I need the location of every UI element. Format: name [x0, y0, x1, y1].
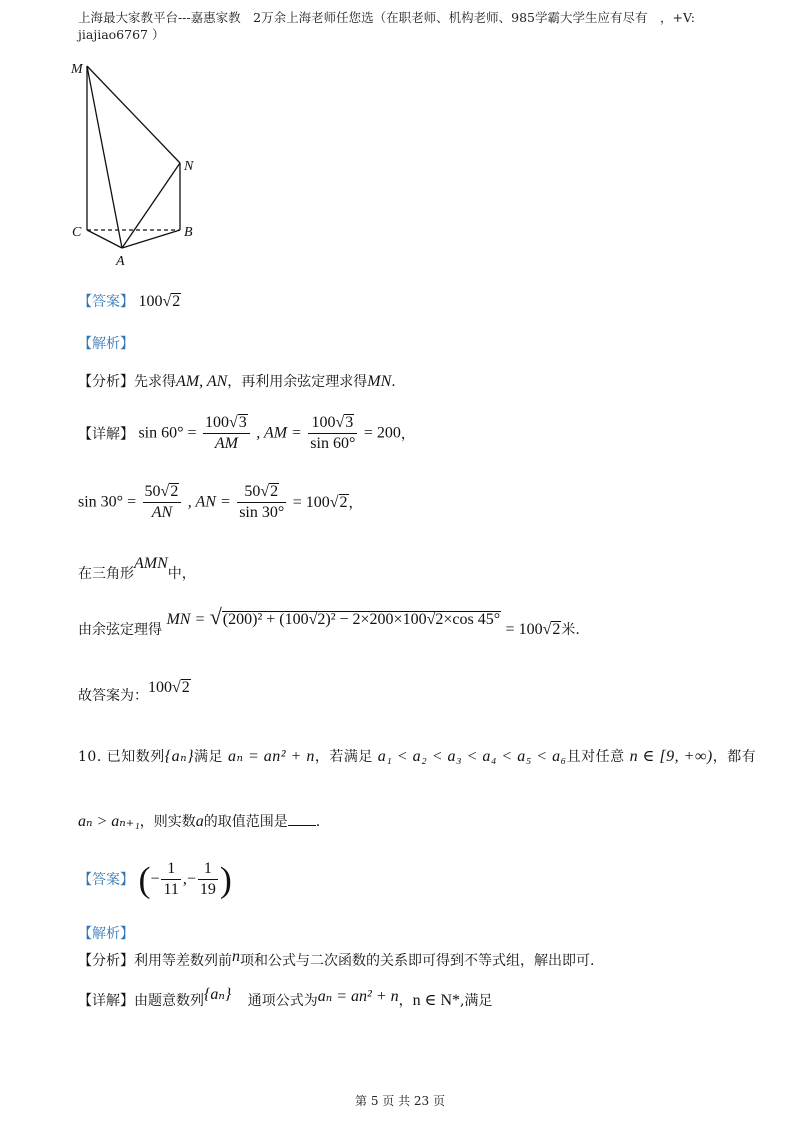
- fenxi-end: .: [391, 374, 396, 390]
- q10-answer-line: [78, 858, 232, 900]
- fenxi-text-2: ，再利用余弦定理求得: [227, 374, 368, 390]
- q10-xj-text-3: ，: [398, 993, 413, 1009]
- page-footer: 第 5 页 共 23 页: [355, 1094, 445, 1108]
- q9-answer-line: [78, 291, 181, 311]
- q10-answer-tag: 【答案】: [78, 872, 134, 888]
- edge-MA: [87, 66, 122, 248]
- q10-stem-line-2: [78, 811, 320, 831]
- eq1-fraction-1: $\frac{100√3}{AM}$: [203, 413, 250, 454]
- q10-fenxi-text: 利用等差数列前: [134, 953, 232, 969]
- eq2-fraction-1: $\frac{50√2}{AN}$: [143, 482, 182, 523]
- q10-fenxi-n: n: [232, 948, 240, 965]
- q10-fenxi-text-2: 项和公式与二次函数的关系即可得到不等式组，解出即可.: [240, 953, 595, 969]
- q9-equation-1: [78, 413, 415, 454]
- xiangjie-tag: 【详解】: [78, 426, 134, 443]
- fenxi-text: 先求得: [134, 374, 176, 390]
- q10-inequality: a₁ < a₂ < a₃ < a₄ < a₅ < a₆: [377, 748, 567, 765]
- q10-text: 已知数列: [106, 749, 165, 765]
- header-line-1: 上海最大家教平台---嘉惠家教 2万余上海老师任您选（在职老师、机构老师、985学霸大学生应有尽有 ，+V:: [78, 10, 695, 25]
- q10-line2-text-2: 的取值范围是: [203, 814, 288, 830]
- q10-range: n ∈ [9, +∞): [629, 748, 713, 765]
- q9-analysis-line: [78, 371, 396, 391]
- q10-xj-seq: {aₙ}: [204, 986, 232, 1003]
- q10-text-2: 满足: [194, 749, 223, 765]
- cos-lhs: MN =: [166, 611, 206, 628]
- q10-analysis-line: [78, 950, 594, 970]
- edge-CA: [87, 230, 122, 248]
- final-value: 100√2: [148, 679, 190, 696]
- header-line-2: jiajiao6767 ）: [78, 27, 165, 42]
- q9-final-line: [78, 677, 191, 704]
- eq2-end: ，: [348, 495, 363, 512]
- tri-math: AMN: [134, 555, 168, 572]
- q10-xiangjie-tag: 【详解】: [78, 993, 134, 1009]
- eq1-mid: , AM =: [256, 424, 302, 442]
- answer-tag: 【答案】: [78, 294, 134, 310]
- edge-MN: [87, 66, 180, 163]
- eq2-fraction-2: $\frac{50√2}{\sin 30^\circ}$: [239, 483, 285, 521]
- q10-jiexi-tag: 【解析】: [78, 926, 134, 942]
- q10-text-5: ，都有: [712, 749, 757, 765]
- q10-line2-var: a: [195, 813, 204, 830]
- edge-NA: [122, 163, 180, 248]
- cos-rhs: = 100√2: [505, 621, 561, 638]
- q10-fenxi-tag: 【分析】: [78, 953, 134, 969]
- q10-xj-text: 由题意数列: [134, 993, 204, 1009]
- eq2-rhs: = 100√2: [292, 493, 348, 511]
- q10-xj-formula: aₙ = an² + n: [317, 988, 399, 1005]
- jiexi-tag: 【解析】: [78, 336, 134, 352]
- q10-number: 10.: [78, 749, 102, 765]
- q9-equation-2: [78, 482, 363, 523]
- label-M: M: [71, 62, 83, 77]
- q10-detail-line: [78, 986, 493, 1010]
- q10-line2-text: ，则实数: [139, 814, 196, 830]
- cos-text: 由余弦定理得: [78, 622, 162, 638]
- q10-text-3: ，若满足: [314, 749, 373, 765]
- label-C: C: [72, 225, 82, 240]
- q10-text-4: 且对任意: [566, 749, 625, 765]
- answer-blank: [288, 825, 316, 826]
- q10-line2-end: .: [315, 814, 321, 830]
- pyramid-figure: [60, 55, 230, 270]
- q10-line2-math: aₙ > aₙ₊₁: [78, 813, 140, 830]
- edge-AB: [122, 230, 180, 248]
- final-text: 故答案为：: [78, 688, 148, 704]
- q9-cosine-line: [78, 604, 580, 638]
- q10-stem-line-1: [78, 746, 756, 766]
- answer-value: 100√2: [138, 293, 181, 310]
- cos-sqrt: √(200)² + (100√2)² − 2×200×100√2×cos 45°: [209, 604, 501, 629]
- label-A: A: [116, 254, 125, 269]
- q10-formula: aₙ = an² + n: [227, 748, 315, 765]
- cos-unit: 米.: [561, 622, 580, 638]
- fenxi-math-2: MN: [367, 373, 392, 390]
- q9-triangle-line: [78, 553, 196, 582]
- eq1-fraction-2: $\frac{100√3}{\sin 60^\circ}$: [310, 414, 356, 452]
- eq2-lhs: sin 30° =: [78, 493, 137, 511]
- tri-text: 在三角形: [78, 566, 134, 582]
- fenxi-tag: 【分析】: [78, 374, 134, 390]
- fenxi-math: AM, AN: [176, 373, 228, 390]
- eq1-end: ，: [400, 426, 415, 443]
- q10-seq: {aₙ}: [164, 748, 194, 765]
- q10-answer-interval: (− $\frac{1}{11}$ ,− $\frac{1}{19}$ ): [138, 859, 232, 899]
- label-B: B: [184, 225, 193, 240]
- tri-text-2: 中，: [167, 566, 196, 582]
- label-N: N: [184, 159, 194, 174]
- eq1-lhs: sin 60° =: [138, 424, 197, 442]
- eq1-rhs: = 200: [363, 424, 401, 442]
- eq2-mid: , AN =: [187, 493, 231, 511]
- q10-xj-set: n ∈ N*: [412, 992, 461, 1009]
- q10-xj-text-4: ,满足: [460, 993, 493, 1009]
- q10-xj-text-2: 通项公式为: [247, 993, 318, 1009]
